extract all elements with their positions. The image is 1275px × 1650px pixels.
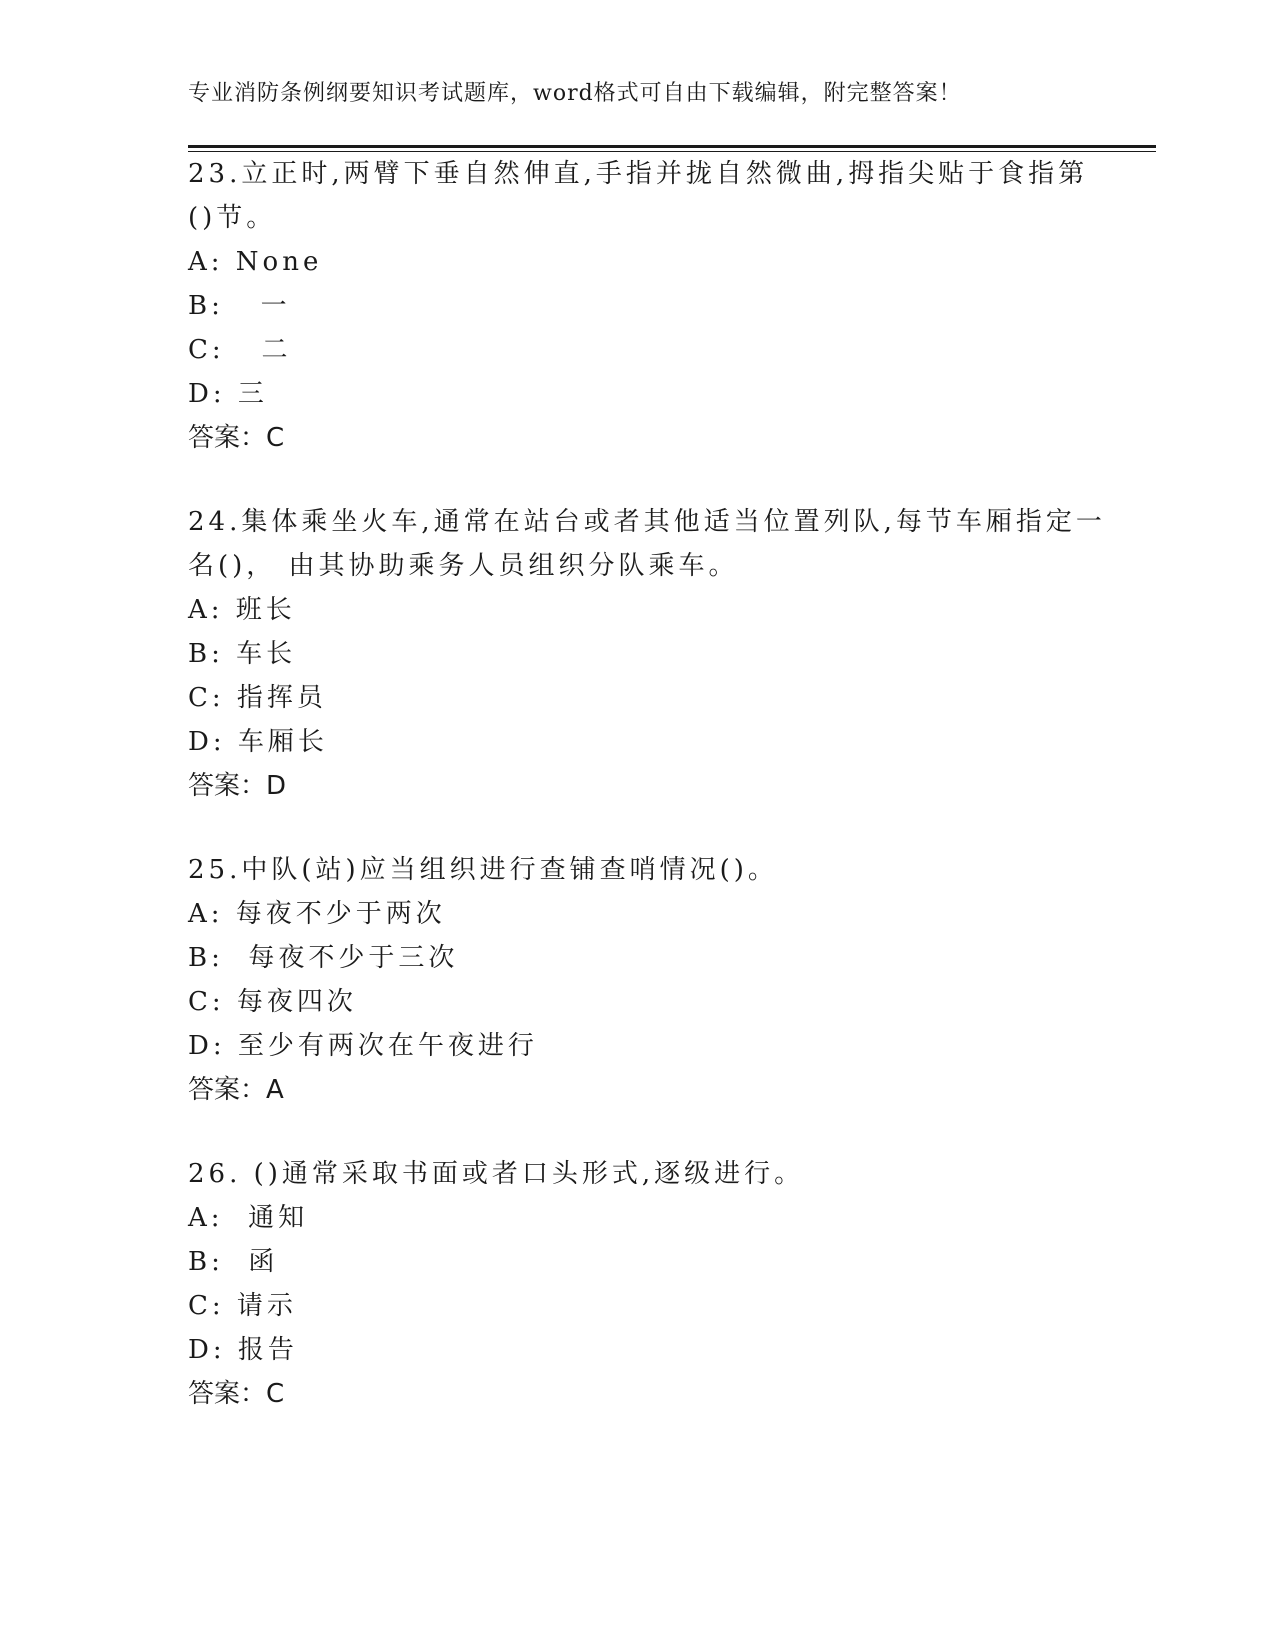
question-24-option-d: D: 车厢长 (188, 727, 328, 757)
question-23-answer: 答案：C (188, 423, 285, 453)
header-rule-thick (188, 145, 1156, 148)
question-23-stem-line1: 23.立正时,两臂下垂自然伸直,手指并拢自然微曲,拇指尖贴于食指第 (188, 159, 1089, 189)
question-25-option-a: A: 每夜不少于两次 (188, 899, 446, 929)
question-25-answer: 答案：A (188, 1075, 284, 1105)
question-25-stem-line1: 25.中队(站)应当组织进行查铺查哨情况()。 (188, 855, 778, 885)
question-24-stem-line1: 24.集体乘坐火车,通常在站台或者其他适当位置列队,每节车厢指定一 (188, 507, 1106, 537)
question-26-option-b: B: 函 (188, 1247, 279, 1277)
question-24-stem-line2: 名()， 由其协助乘务人员组织分队乘车。 (188, 551, 739, 581)
question-26-stem-line1: 26. ()通常采取书面或者口头形式,逐级进行。 (188, 1159, 805, 1189)
question-24-answer: 答案：D (188, 771, 287, 801)
question-26-option-d: D: 报告 (188, 1335, 298, 1365)
question-23-stem-line2: ()节。 (188, 203, 277, 233)
question-25-option-b: B: 每夜不少于三次 (188, 943, 459, 973)
question-26-option-a: A: 通知 (188, 1203, 309, 1233)
question-23-option-d: D: 三 (188, 379, 268, 409)
question-24-option-c: C: 指挥员 (188, 683, 327, 713)
question-24-option-b: B: 车长 (188, 639, 297, 669)
question-25-option-c: C: 每夜四次 (188, 987, 357, 1017)
question-24-option-a: A: 班长 (188, 595, 296, 625)
question-23-option-c: C: 二 (188, 335, 292, 365)
question-25-option-d: D: 至少有两次在午夜进行 (188, 1031, 538, 1061)
question-26-option-c: C: 请示 (188, 1291, 297, 1321)
header-rule-thin (188, 151, 1156, 152)
question-23-option-b: B: 一 (188, 291, 291, 321)
question-23-option-a: A: None (188, 247, 323, 277)
question-26-answer: 答案：C (188, 1379, 285, 1409)
document-header: 专业消防条例纲要知识考试题库，word格式可自由下载编辑，附完整答案！ (188, 81, 962, 106)
